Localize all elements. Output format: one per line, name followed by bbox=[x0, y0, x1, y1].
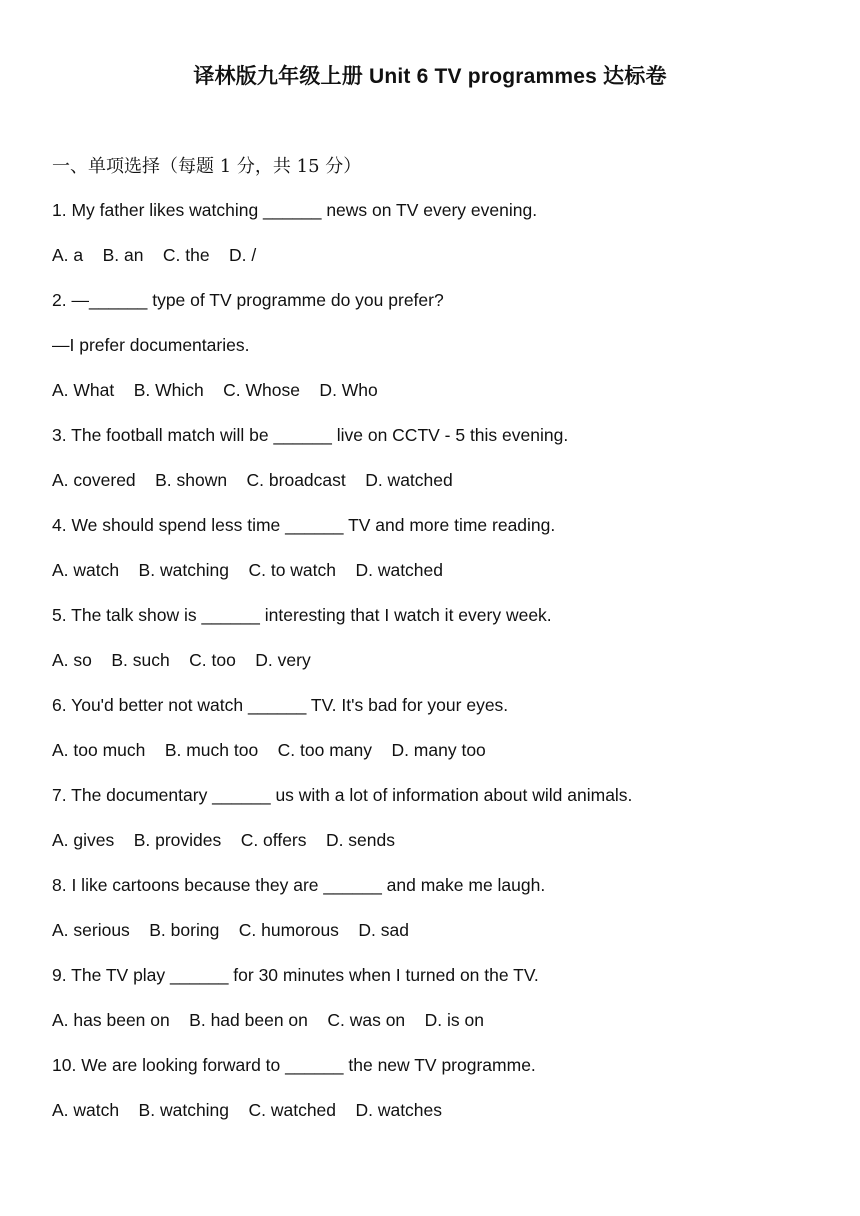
question-8: 8. I like cartoons because they are ______ and make me laugh. bbox=[52, 875, 546, 895]
question-6-options: A. too much B. much too C. too many D. many too bbox=[52, 740, 486, 760]
question-9: 9. The TV play ______ for 30 minutes when I turned on the TV. bbox=[52, 965, 539, 985]
document-title: 译林版九年级上册 Unit 6 TV programmes 达标卷 bbox=[193, 65, 667, 88]
question-5-options: A. so B. such C. too D. very bbox=[52, 650, 311, 670]
question-6: 6. You'd better not watch ______ TV. It's bad for your eyes. bbox=[52, 695, 509, 715]
question-1-options: A. a B. an C. the D. / bbox=[52, 245, 257, 265]
question-4-options: A. watch B. watching C. to watch D. watched bbox=[52, 560, 443, 580]
question-10-options: A. watch B. watching C. watched D. watches bbox=[52, 1100, 443, 1120]
question-3-options: A. covered B. shown C. broadcast D. watched bbox=[52, 470, 453, 490]
question-4: 4. We should spend less time ______ TV and more time reading. bbox=[52, 515, 556, 535]
question-list bbox=[52, 198, 832, 1143]
question-1: 1. My father likes watching ______ news on TV every evening. bbox=[52, 200, 538, 220]
section-heading: 一、单项选择（每题 1 分，共 15 分） bbox=[52, 156, 362, 177]
question-7: 7. The documentary ______ us with a lot of information about wild animals. bbox=[52, 785, 633, 805]
question-2: 2. —______ type of TV programme do you prefer? bbox=[52, 290, 444, 310]
question-10: 10. We are looking forward to ______ the new TV programme. bbox=[52, 1055, 536, 1075]
question-5: 5. The talk show is ______ interesting that I watch it every week. bbox=[52, 605, 552, 625]
question-2-options: A. What B. Which C. Whose D. Who bbox=[52, 380, 378, 400]
question-8-options: A. serious B. boring C. humorous D. sad bbox=[52, 920, 409, 940]
question-3: 3. The football match will be ______ live on CCTV - 5 this evening. bbox=[52, 425, 569, 445]
question-9-options: A. has been on B. had been on C. was on D. is on bbox=[52, 1010, 484, 1030]
question-7-options: A. gives B. provides C. offers D. sends bbox=[52, 830, 396, 850]
question-2-reply: —I prefer documentaries. bbox=[52, 335, 250, 355]
